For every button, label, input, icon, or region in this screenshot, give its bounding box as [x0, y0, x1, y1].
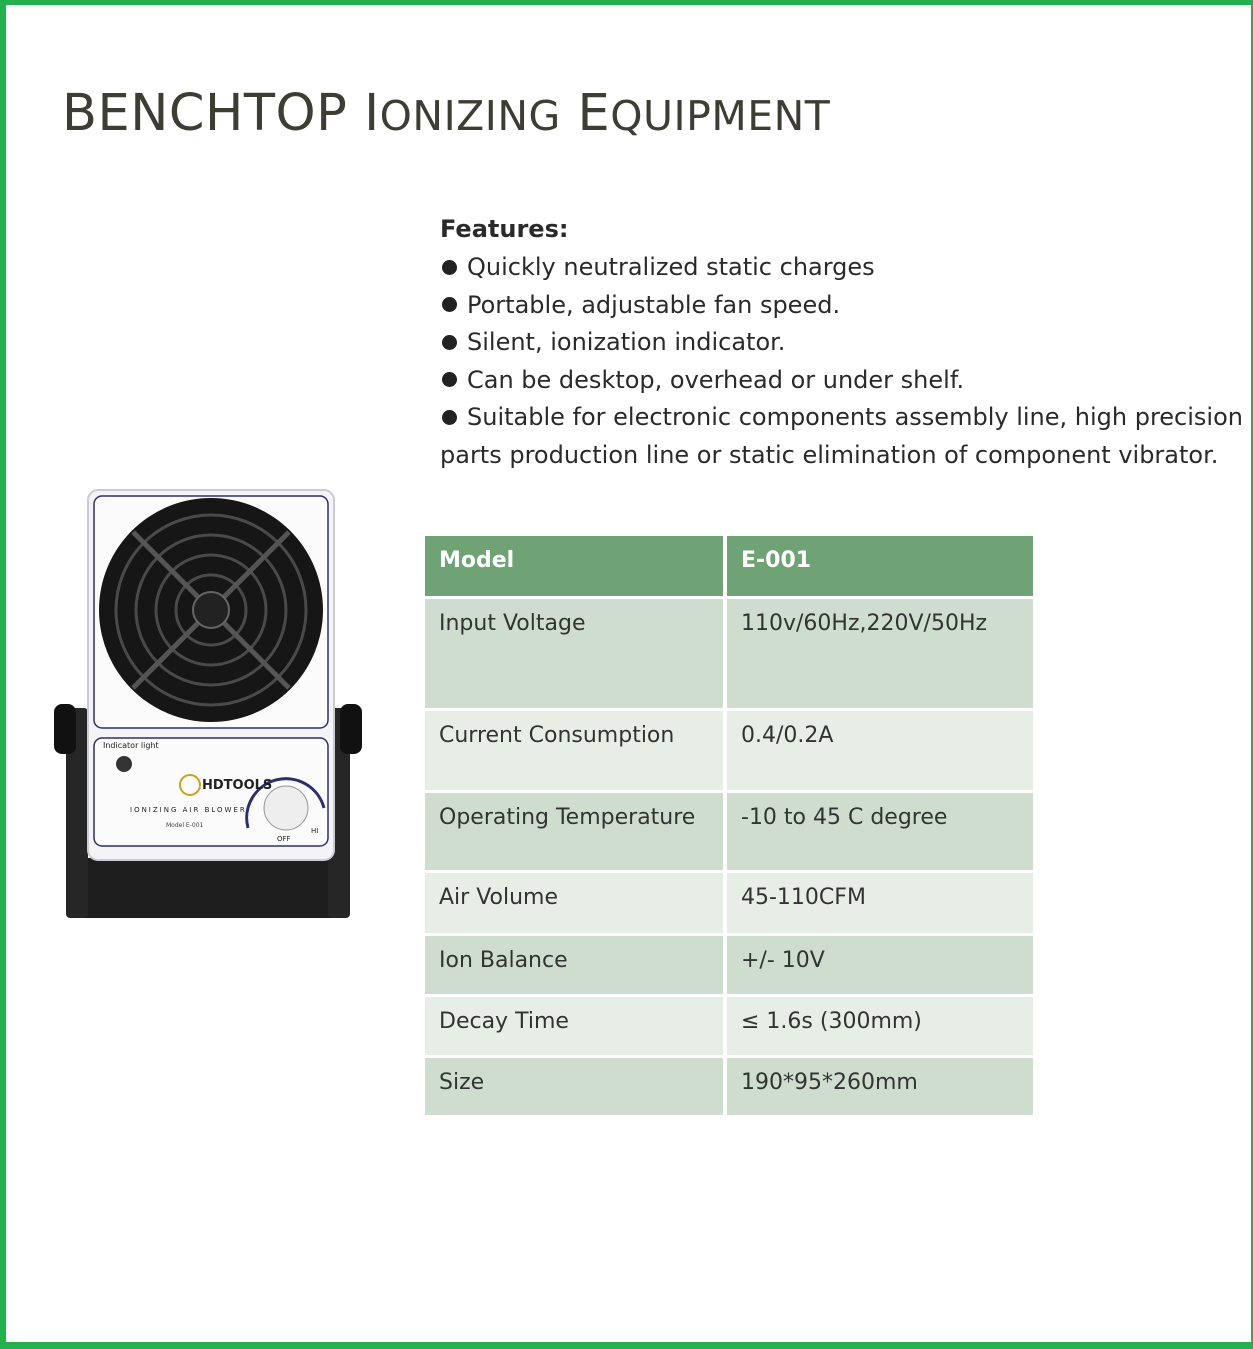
bullet-icon: [442, 372, 457, 387]
table-row: [425, 708, 1033, 790]
table-row: [425, 596, 1033, 708]
column-header: E-001: [727, 536, 1033, 596]
spec-value: +/- 10V: [727, 933, 1033, 994]
bullet-icon: [442, 260, 457, 275]
spec-label: Decay Time: [425, 994, 727, 1055]
table-row: [425, 933, 1033, 994]
bullet-icon: [442, 335, 457, 350]
off-label: OFF: [277, 835, 291, 843]
feature-item: Portable, adjustable fan speed.: [440, 287, 1248, 325]
bullet-icon: [442, 410, 457, 425]
spec-label: Air Volume: [425, 870, 727, 933]
spec-value: -10 to 45 C degree: [727, 790, 1033, 870]
table-header-row: [425, 536, 1033, 596]
spec-label: Operating Temperature: [425, 790, 727, 870]
page-title: BENCHTOP IONIZING EQUIPMENT: [62, 84, 831, 143]
feature-item: Quickly neutralized static charges: [440, 249, 1248, 287]
spec-value: 0.4/0.2A: [727, 708, 1033, 790]
device-illustration: [48, 488, 368, 923]
hi-label: HI: [311, 827, 319, 835]
bullet-icon: [442, 297, 457, 312]
spec-label: Input Voltage: [425, 596, 727, 708]
product-label: IONIZING AIR BLOWER: [130, 806, 247, 814]
table-row: [425, 870, 1033, 933]
feature-item: Silent, ionization indicator.: [440, 324, 1248, 362]
features-heading: Features:: [440, 215, 569, 243]
spec-label: Ion Balance: [425, 933, 727, 994]
brand-label: HDTOOLS: [202, 778, 273, 793]
ionizing-blower-image: [48, 488, 368, 923]
spec-value: 190*95*260mm: [727, 1055, 1033, 1115]
features-list: [440, 215, 1248, 474]
spec-label: Current Consumption: [425, 708, 727, 790]
table-row: [425, 994, 1033, 1055]
table-row: [425, 790, 1033, 870]
spec-value: 110v/60Hz,220V/50Hz: [727, 596, 1033, 708]
indicator-label: Indicator light: [103, 741, 159, 750]
spec-label: Size: [425, 1055, 727, 1115]
spec-table: [425, 536, 1033, 1115]
feature-item: Can be desktop, overhead or under shelf.: [440, 362, 1248, 400]
spec-value: ≤ 1.6s (300mm): [727, 994, 1033, 1055]
table-row: [425, 1055, 1033, 1115]
model-label: Model E-001: [166, 822, 204, 829]
feature-item: Suitable for electronic components assembly line, high precision parts production line or static elimination of component vibrator.: [440, 403, 1243, 469]
column-header: Model: [425, 536, 727, 596]
spec-value: 45-110CFM: [727, 870, 1033, 933]
